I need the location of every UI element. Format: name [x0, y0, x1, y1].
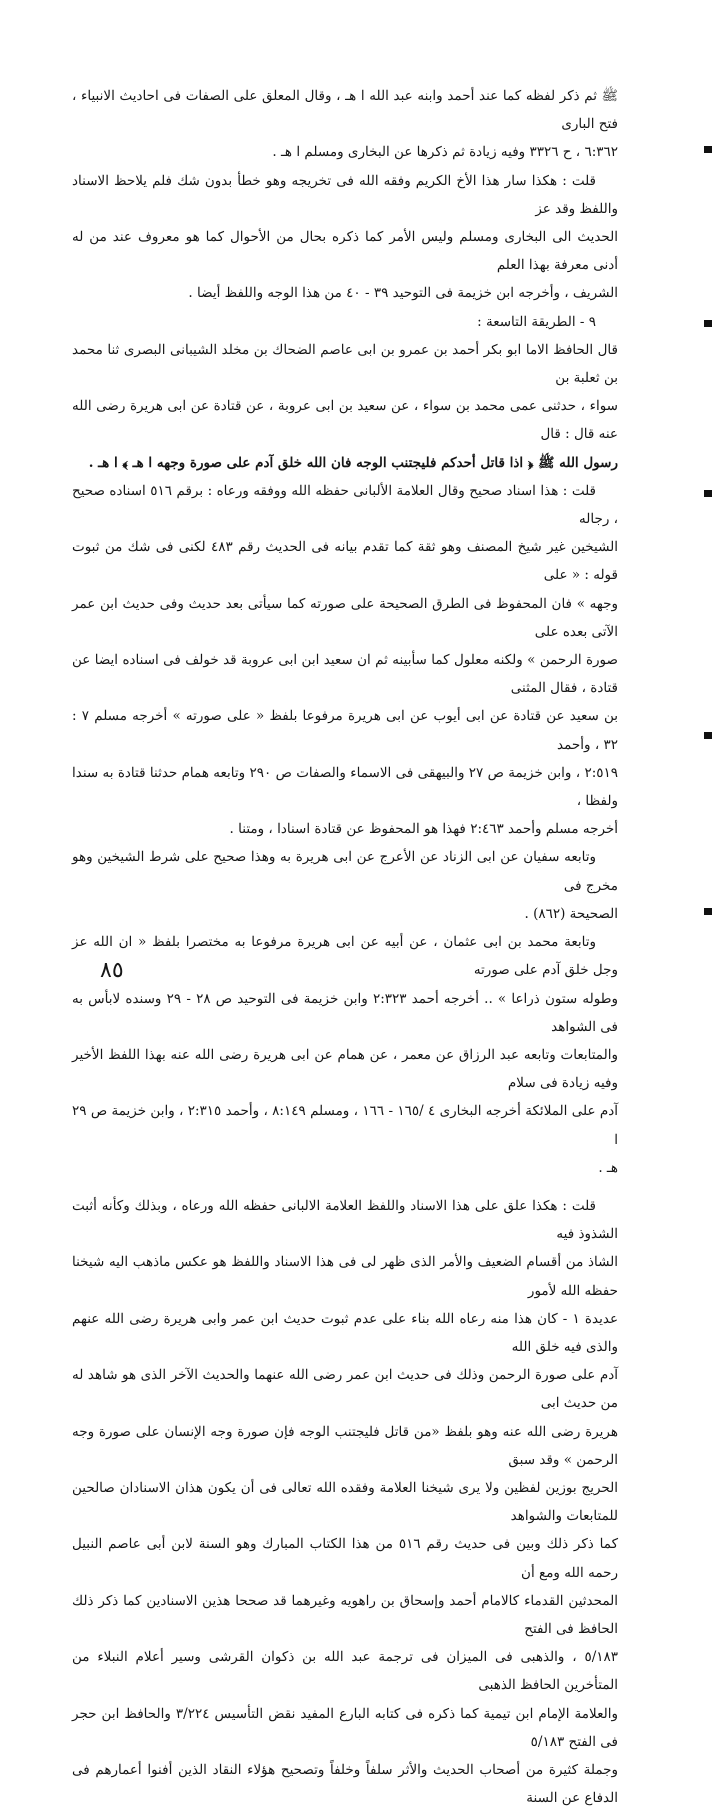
page-number: ٨٥: [100, 958, 124, 983]
text-line: الحديث الى البخارى ومسلم وليس الأمر كما ذكره بحال من الأحوال كما هو معروف عند من له أدنى معرفة بهذا العلم: [72, 229, 618, 274]
text-line: ٢:٥١٩ ، وابن خزيمة ص ٢٧ والبيهقى فى الاسماء والصفات ص ٢٩٠ وتابعه همام حدثنا قتادة به سندا ولفظا ،: [72, 764, 618, 810]
text-line: الشيخين غير شيخ المصنف وهو ثقة كما تقدم بيانه فى الحديث رقم ٤٨٣ لكنى فى شك من ثبوت قوله : « على: [72, 539, 618, 584]
text-line: ٩ - الطريقة التاسعة :: [477, 313, 596, 330]
text-line: هريرة رضى الله عنه وهو بلفظ «من قاتل فليجتنب الوجه فإن صورة وجه الإنسان على صورة وجه الرحمن » وقد سبق: [72, 1423, 618, 1468]
margin-mark: [704, 732, 712, 739]
text-line: صورة الرحمن » ولكنه معلول كما سأبينه ثم ان سعيد ابن ابى عروبة قد خولف فى اسناده ايضا عن قتادة ، فقال المثنى: [72, 652, 618, 697]
text-line: الشاذ من أقسام الضعيف والأمر الذى ظهر لى فى هذا الاسناد واللفظ هو عكس ماذهب اليه شيخنا حفظه الله لأمور: [72, 1254, 618, 1299]
text-line: قال الحافظ الاما ابو بكر أحمد بن عمرو بن ابى عاصم الضحاك بن مخلد الشيبانى البصرى ثنا محمد بن ثعلبة بن: [72, 341, 618, 387]
margin-mark: [704, 146, 712, 153]
text-line: آدم على صورة الرحمن وذلك فى حديث ابن عمر رضى الله عنهما والحديث الآخر الذى هو شاهد له من حديث ابى: [72, 1367, 618, 1412]
text-line: ﷺ ثم ذكر لفظه كما عند أحمد وابنه عبد الله ا هـ ، وقال المعلق على الصفات فى احاديث الانبياء ، فتح البارى: [72, 88, 618, 133]
text-line: الحريج بوزين لفظين ولا يرى شيخنا العلامة وفقده الله تعالى فى أن يكون هذان الاسنادان صالحين للمتابعات والشواهد: [72, 1479, 618, 1525]
text-line: آدم على الملائكة أخرجه البخارى ٤ /١٦٥ - ١٦٦ ، ومسلم ٨:١٤٩ ، وأحمد ٢:٣١٥ ، وابن خزيمة ص ٢٩ ا: [72, 1103, 618, 1148]
margin-mark: [704, 320, 712, 327]
text-line: المحدثين القدماء كالامام أحمد وإسحاق بن راهويه وغيرهما قد صححا هذين الاسنادين كما ذكر ذلك الحافظ فى الفتح: [72, 1592, 618, 1637]
text-line: الشريف ، وأخرجه ابن خزيمة فى التوحيد ٣٩ - ٤٠ من هذا الوجه واللفظ أيضا .: [188, 285, 618, 302]
text-line: قلت : هذا اسناد صحيح وقال العلامة الألبانى حفظه الله ووفقه ورعاه : برقم ٥١٦ اسناده صحيح ، رجاله: [72, 482, 618, 528]
text-line: والمتابعات وتابعه عبد الرزاق عن معمر ، عن همام عن ابى هريرة رضى الله عنه بهذا اللفظ الأخير وفيه زيادة فى سلام: [72, 1046, 618, 1092]
text-line: ٦:٣٦٢ ، ح ٣٣٢٦ وفيه زيادة ثم ذكرها عن البخارى ومسلم ا هـ .: [272, 144, 618, 161]
text-line: قلت : هكذا سار هذا الأخ الكريم وفقه الله فى تخريجه وهو خطأ بدون شك فلم يلاحظ الاسناد واللفظ وقد عز: [72, 172, 618, 217]
text-line: بن سعيد عن قتادة عن ابى أيوب عن ابى هريرة مرفوعا بلفظ « على صورته » أخرجه مسلم ٧ : ٣٢ ، وأحمد: [72, 708, 618, 753]
text-line: هـ .: [598, 1159, 618, 1176]
page-text: [72, 82, 618, 1812]
margin-mark: [704, 490, 712, 497]
text-line: وجملة كثيرة من أصحاب الحديث والأثر سلفاً وخلفاً وتصحيح هؤلاء النقاد الذين أفنوا أعمارهم فى الدفاع عن السنة: [72, 1761, 618, 1807]
margin-mark: [704, 908, 712, 915]
text-line: رسول الله ﷺ ﴿ اذا قاتل أحدكم فليجتنب الوجه فان الله خلق آدم على صورة وجهه ا هـ ﴾ ا هـ .: [88, 454, 618, 471]
text-line: وجهه » فان المحفوظ فى الطرق الصحيحة على صورته كما سيأتى بعد حديث وفى حديث ابن عمر الآتى بعده على: [72, 595, 618, 640]
text-line: عديدة ١ - كان هذا منه رعاه الله بناء على عدم ثبوت حديث ابن عمر وابى هريرة رضى الله عنهم والذى فيه خلق الله: [72, 1310, 618, 1355]
text-line: وتابعة محمد بن ابى عثمان ، عن أبيه عن ابى هريرة مرفوعا به مختصرا بلفظ « ان الله عز وجل خلق آدم على صورته: [72, 934, 618, 979]
text-line: قلت : هكذا علق على هذا الاسناد واللفظ العلامة الالبانى حفظه الله ورعاه ، وبذلك وكأنه أثبت الشذوذ فيه: [72, 1197, 618, 1243]
text-line: كما ذكر ذلك وبين فى حديث رقم ٥١٦ من هذا الكتاب المبارك وهو السنة لابن أبى عاصم النبيل رحمه الله ومع أن: [72, 1536, 618, 1581]
text-line: الصحيحة (٨٦٢) .: [524, 905, 618, 922]
text-line: سواء ، حدثنى عمى محمد بن سواء ، عن سعيد بن ابى عروبة ، عن قتادة عن ابى هريرة رضى الله عنه قال : قال: [72, 398, 618, 443]
text-line: والعلامة الإمام ابن تيمية كما ذكره فى كتابه البارع المفيد نقض التأسيس ٣/٢٢٤ والحافظ ابن حجر فى الفتح ٥/١٨٣: [72, 1705, 618, 1750]
text-line: وطوله ستون ذراعا » .. أخرجه أحمد ٢:٣٢٣ وابن خزيمة فى التوحيد ص ٢٨ - ٢٩ وسنده لابأس به فى الشواهد: [72, 990, 619, 1035]
text-line: ٥/١٨٣ ، والذهبى فى الميزان فى ترجمة عبد الله بن ذكوان القرشى وسير أعلام النبلاء من المتأخرين الحافظ الذهبى: [72, 1649, 618, 1694]
text-line: وتابعه سفيان عن ابى الزناد عن الأعرج عن ابى هريرة به وهذا صحيح على شرط الشيخين وهو مخرج فى: [72, 849, 618, 894]
text-line: أخرجه مسلم وأحمد ٢:٤٦٣ فهذا هو المحفوظ عن قتادة اسنادا ، ومتنا .: [229, 821, 618, 838]
